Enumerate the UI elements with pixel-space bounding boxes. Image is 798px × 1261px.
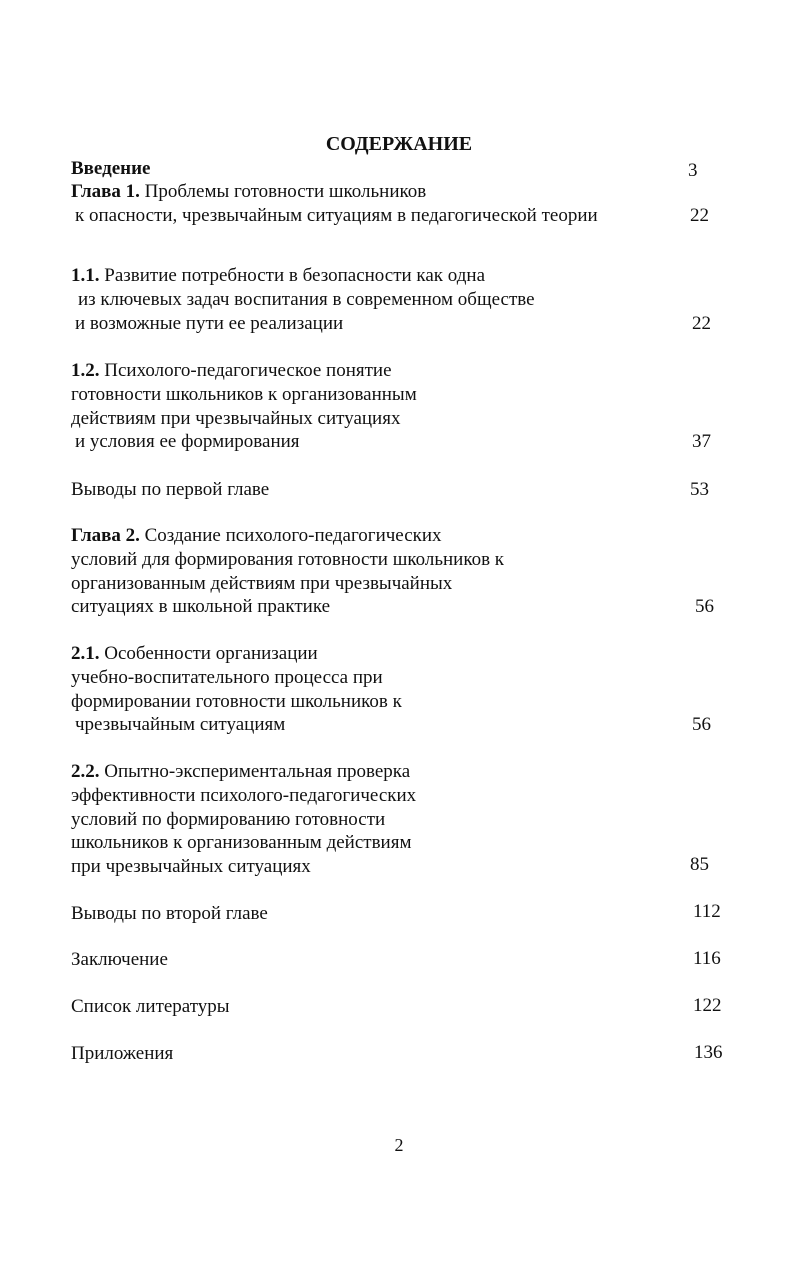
toc-conclusion-label: Заключение [71, 949, 168, 970]
toc-ch2-text: Создание психолого-педагогических [139, 525, 442, 546]
toc-ch1-text: Проблемы готовности школьников [139, 181, 427, 202]
toc-concl2-page: 112 [693, 901, 721, 922]
toc-s11-page: 22 [692, 313, 711, 334]
toc-s12-line2: готовности школьников к организованным [71, 384, 417, 405]
toc-ch1-page: 22 [690, 205, 709, 226]
toc-s12-line1 [71, 359, 392, 383]
toc-s22-line4: школьников к организованным действиям [71, 832, 412, 853]
toc-s22-prefix: 2.2. [71, 761, 100, 782]
toc-s22-line2: эффективности психолого-педагогических [71, 785, 417, 806]
toc-appendix-page: 136 [694, 1042, 723, 1063]
toc-ch2-page: 56 [695, 596, 714, 617]
toc-ch1-line2: к опасности, чрезвычайным ситуациям в педагогической теории [75, 205, 598, 226]
toc-s12-text: Психолого-педагогическое понятие [99, 360, 392, 381]
toc-concl2-label: Выводы по второй главе [71, 903, 268, 924]
toc-s11-prefix: 1.1. [71, 265, 100, 286]
toc-s11-text: Развитие потребности в безопасности как одна [99, 265, 486, 286]
toc-s21-line1 [71, 642, 318, 666]
toc-s22-page: 85 [690, 854, 709, 875]
toc-concl1-label: Выводы по первой главе [71, 479, 270, 500]
toc-conclusion-page: 116 [693, 948, 721, 969]
toc-s11-line2: из ключевых задач воспитания в современном обществе [78, 289, 535, 310]
toc-appendix-label: Приложения [71, 1043, 174, 1064]
toc-s12-prefix: 1.2. [71, 360, 100, 381]
toc-s21-line3: формировании готовности школьников к [71, 691, 402, 712]
toc-intro-page: 3 [688, 160, 698, 181]
toc-concl1-page: 53 [690, 479, 709, 500]
page-title: СОДЕРЖАНИЕ [325, 133, 473, 155]
toc-s11-line1 [71, 264, 485, 288]
toc-s12-line4: и условия ее формирования [75, 431, 300, 452]
toc-s22-line5: при чрезвычайных ситуациях [71, 856, 311, 877]
toc-s22-line3: условий по формированию готовности [71, 809, 386, 830]
toc-s21-prefix: 2.1. [71, 643, 100, 664]
toc-s21-line4: чрезвычайным ситуациям [75, 714, 286, 735]
toc-ch2-line2: условий для формирования готовности школьников к [71, 549, 505, 570]
toc-s12-page: 37 [692, 431, 711, 452]
toc-s22-text: Опытно-экспериментальная проверка [99, 761, 411, 782]
toc-literature-page: 122 [693, 995, 722, 1016]
toc-literature-label: Список литературы [71, 996, 230, 1017]
toc-s21-page: 56 [692, 714, 711, 735]
toc-ch2-line1 [71, 524, 442, 548]
toc-ch2-prefix: Глава 2. [71, 525, 140, 546]
toc-s12-line3: действиям при чрезвычайных ситуациях [71, 408, 401, 429]
toc-s22-line1 [71, 760, 410, 784]
toc-s21-line2: учебно-воспитательного процесса при [71, 667, 383, 688]
toc-ch2-line3: организованным действиям при чрезвычайных [71, 573, 453, 594]
toc-ch1-line1 [71, 180, 426, 204]
toc-s21-text: Особенности организации [99, 643, 318, 664]
page-number: 2 [394, 1135, 404, 1155]
toc-intro-label: Введение [71, 158, 151, 179]
toc-ch2-line4: ситуациях в школьной практике [71, 596, 331, 617]
toc-s11-line3: и возможные пути ее реализации [75, 313, 344, 334]
toc-ch1-prefix: Глава 1. [71, 181, 140, 202]
